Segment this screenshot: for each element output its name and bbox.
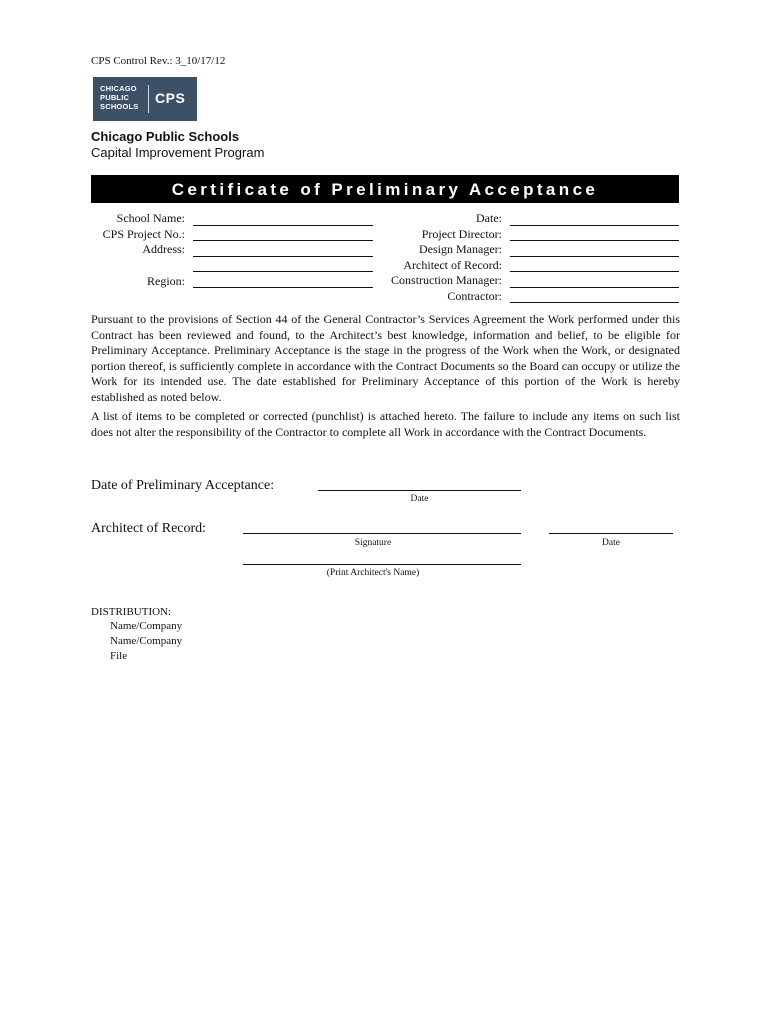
org-name: Chicago Public Schools	[91, 129, 240, 144]
signature-caption: Signature	[354, 538, 392, 548]
body-paragraph-2: A list of items to be completed or corrected (punchlist) is attached hereto. The failure to include any items on such list does not alter the responsibility of the Contractor to complete all Work in accordance with the Contract Documents.	[91, 409, 680, 439]
label-architect: Architect of Record:	[403, 258, 502, 272]
label-architect-of-record: Architect of Record:	[91, 521, 207, 536]
logo-wordmark: CHICAGO PUBLIC SCHOOLS	[100, 84, 139, 111]
label-construction-manager: Construction Manager:	[391, 273, 502, 287]
label-project-director: Project Director:	[421, 227, 502, 241]
label-date: Date:	[476, 211, 502, 225]
design-manager-field[interactable]	[510, 256, 679, 257]
contractor-field[interactable]	[510, 302, 679, 303]
distribution-item: File	[110, 650, 128, 662]
distribution-item: Name/Company	[110, 620, 183, 632]
control-revision: CPS Control Rev.: 3_10/17/12	[91, 55, 226, 67]
logo-divider	[148, 85, 149, 113]
label-design-manager: Design Manager:	[419, 242, 502, 256]
architect-signature-date-field[interactable]	[549, 533, 673, 534]
label-project-no: CPS Project No.:	[102, 227, 185, 241]
construction-manager-field[interactable]	[510, 287, 679, 288]
label-address: Address:	[142, 242, 185, 256]
distribution-heading: DISTRIBUTION:	[91, 606, 172, 618]
acceptance-date-caption: Date	[410, 494, 429, 504]
architect-signature-field[interactable]	[243, 533, 521, 534]
distribution-item: Name/Company	[110, 635, 183, 647]
document-title: Certificate of Preliminary Acceptance	[91, 175, 679, 203]
label-school-name: School Name:	[116, 211, 185, 225]
project-director-field[interactable]	[510, 240, 679, 241]
label-date-of-acceptance: Date of Preliminary Acceptance:	[91, 478, 275, 493]
label-region: Region:	[147, 274, 185, 288]
label-contractor: Contractor:	[447, 289, 502, 303]
architect-print-name-field[interactable]	[243, 564, 521, 565]
acceptance-date-field[interactable]	[318, 490, 521, 491]
signature-date-caption: Date	[602, 538, 620, 548]
body-paragraph-1: Pursuant to the provisions of Section 44 of the General Contractor’s Services Agreement the Work performed under this Contract has been reviewed and found, to the Architect’s best knowledge, information and belief, to be eligible for Preliminary Acceptance. Preliminary Acceptance is the stage in the progress of the Work when the Work, or designated portion thereof, is sufficiently complete in accordance with the Contract Documents so the Board can occupy or utilize the Work for its intended use. The date established for Preliminary Acceptance of this portion of the Work is hereby established as noted below.	[91, 312, 680, 404]
print-name-caption: (Print Architect's Name)	[326, 568, 420, 578]
logo-abbr: CPS	[155, 90, 186, 106]
cps-logo	[93, 77, 197, 121]
org-program: Capital Improvement Program	[91, 145, 265, 160]
date-field[interactable]	[510, 225, 679, 226]
architect-field[interactable]	[510, 271, 679, 272]
